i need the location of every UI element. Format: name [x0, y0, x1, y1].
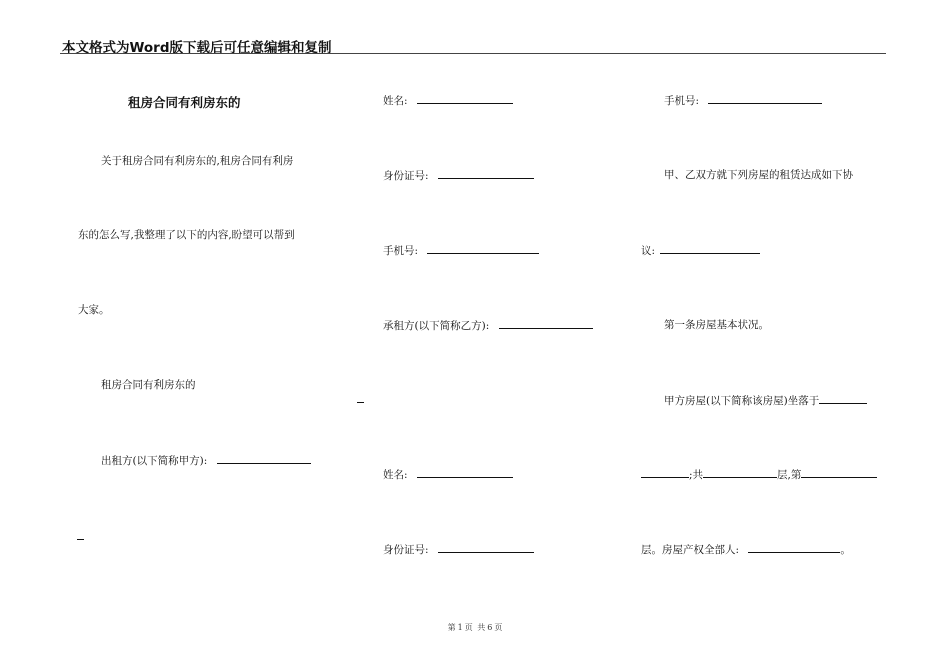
floors-total-blank: [703, 467, 777, 478]
agreement-line-1: 甲、乙双方就下列房屋的租赁达成如下协: [664, 169, 853, 181]
lessee-phone-field: [664, 93, 822, 108]
subtitle: 租房合同有利房东的: [101, 379, 196, 391]
id-blank: [438, 168, 534, 179]
lessee-name-field: [383, 467, 513, 482]
header-divider: [60, 53, 886, 54]
lessee-blank: [499, 318, 593, 329]
floors-line: [641, 467, 877, 482]
lessor-label: 出租方(以下简称甲方):: [101, 455, 208, 467]
name-blank: [417, 93, 513, 104]
page-label: 第: [447, 623, 456, 632]
floors-total-label: ;共: [689, 469, 704, 481]
page-footer: [0, 622, 950, 633]
page-unit: 页: [464, 623, 473, 632]
name-label: 姓名:: [383, 95, 408, 107]
location-label: 甲方房屋(以下简称该房屋)坐落于: [664, 395, 820, 407]
phone-blank: [708, 93, 822, 104]
phone-label: 手机号:: [383, 245, 419, 257]
total-pages: 6: [487, 623, 493, 632]
lessor-id-field: [383, 168, 534, 183]
floor-number-blank: [801, 467, 877, 478]
page-number: 1: [457, 623, 463, 632]
lessor-phone-field: [383, 243, 539, 258]
owner-label: 层。房屋产权全部人:: [641, 544, 740, 556]
lessor-blank: [217, 453, 311, 464]
lessor-field: [101, 453, 311, 468]
intro-line-3: 大家。: [78, 304, 110, 316]
stray-mark: [357, 402, 364, 403]
lessee-id-field: [383, 542, 534, 557]
id-blank: [438, 542, 534, 553]
agree-blank: [660, 243, 760, 254]
total-unit: 页: [494, 623, 503, 632]
id-label: 身份证号:: [383, 170, 429, 182]
owner-line: [641, 542, 851, 557]
intro-line-2: 东的怎么写,我整理了以下的内容,盼望可以帮到: [78, 229, 295, 241]
floor-unit-label: 层,第: [777, 469, 802, 481]
id-label: 身份证号:: [383, 544, 429, 556]
intro-line-1: 关于租房合同有利房东的,租房合同有利房: [101, 155, 294, 167]
agreement-line-2: [641, 243, 760, 258]
total-label: 共: [477, 623, 486, 632]
header-text: 本文格式为Word版下载后可任意编辑和复制: [62, 40, 332, 56]
lessee-label: 承租方(以下简称乙方):: [383, 320, 490, 332]
location-blank: [819, 393, 867, 404]
name-label: 姓名:: [383, 469, 408, 481]
period: 。: [840, 544, 851, 556]
name-blank: [417, 467, 513, 478]
article-1: 第一条房屋基本状况。: [664, 319, 769, 331]
lessor-name-field: [383, 93, 513, 108]
owner-blank: [748, 542, 840, 553]
address-blank: [641, 467, 689, 478]
phone-label: 手机号:: [664, 95, 700, 107]
agree-label: 议:: [641, 245, 656, 257]
location-line: [664, 393, 867, 408]
stray-mark: [77, 539, 84, 540]
document-title: 租房合同有利房东的: [128, 95, 241, 110]
lessee-field: [383, 318, 593, 333]
phone-blank: [427, 243, 539, 254]
